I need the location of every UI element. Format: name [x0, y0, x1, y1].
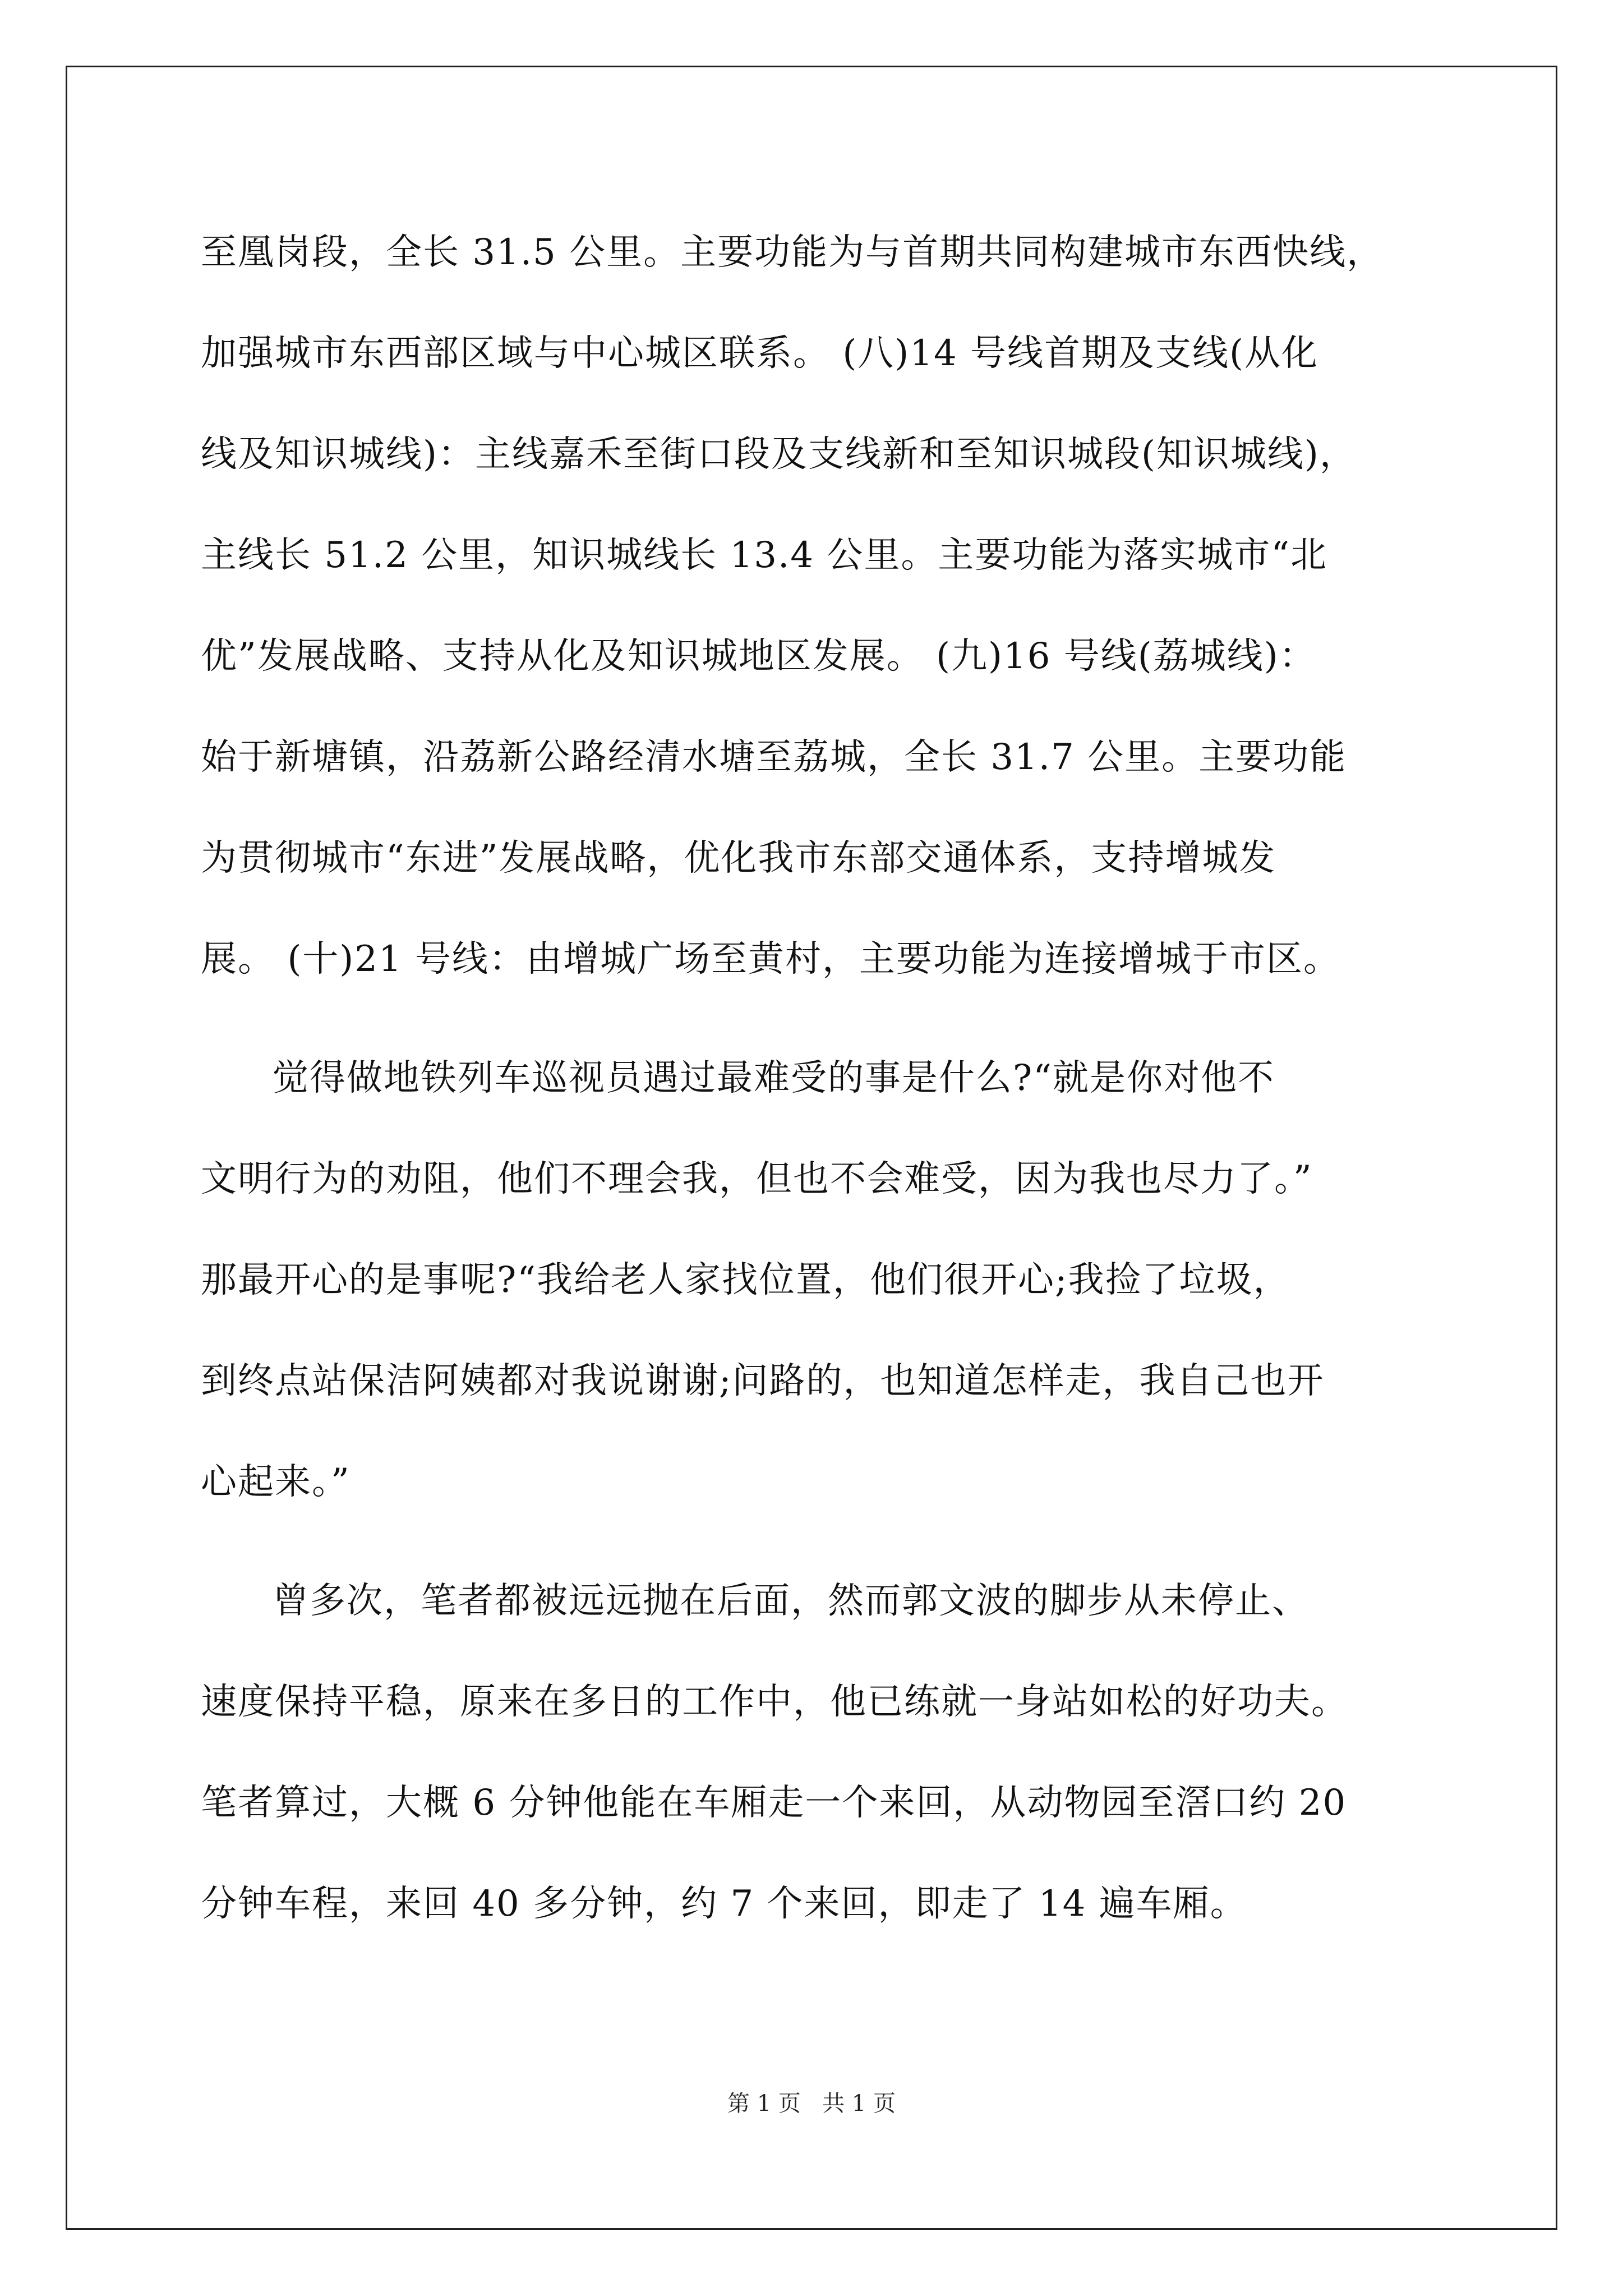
text-line: 始于新塘镇，沿荔新公路经清水塘至荔城，全长 31.7 公里。主要功能 — [201, 737, 1347, 778]
text-line: 心起来。” — [201, 1461, 351, 1503]
text-line: 曾多次，笔者都被远远抛在后面，然而郭文波的脚步从未停止、 — [273, 1580, 1309, 1622]
paragraph-spacer — [201, 1533, 1446, 1550]
text-line: 至凰岗段，全长 31.5 公里。主要功能为与首期共同构建城市东西快线， — [201, 232, 1384, 273]
text-line: 优”发展战略、支持从化及知识城地区发展。 (九)16 号线(荔城线)： — [201, 636, 1316, 677]
text-line: 到终点站保洁阿姨都对我说谢谢;问路的，也知道怎样走，我自己也开 — [201, 1360, 1325, 1402]
text-line: 分钟车程，来回 40 多分钟，约 7 个来回，即走了 14 遍车厢。 — [201, 1883, 1247, 1925]
paragraph-3 — [201, 1550, 1446, 1954]
text-line: 线及知识城线)：主线嘉禾至街口段及支线新和至知识城段(知识城线)， — [201, 434, 1357, 475]
paragraph-spacer — [201, 1010, 1446, 1028]
text-line: 觉得做地铁列车巡视员遇过最难受的事是什么?“就是你对他不 — [273, 1057, 1275, 1099]
text-line: 那最开心的是事呢?“我给老人家找位置，他们很开心;我捡了垃圾， — [201, 1259, 1290, 1301]
paragraph-1 — [201, 202, 1446, 1010]
text-line: 速度保持平稳，原来在多日的工作中，他已练就一身站如松的好功夫。 — [201, 1681, 1348, 1723]
text-line: 为贯彻城市“东进”发展战略，优化我市东部交通体系，支持增城发 — [201, 838, 1276, 879]
text-line: 加强城市东西部区域与中心城区联系。 (八)14 号线首期及支线(从化 — [201, 333, 1319, 374]
document-body — [201, 202, 1446, 1954]
text-line: 文明行为的劝阻，他们不理会我，但也不会难受，因为我也尽力了。” — [201, 1158, 1313, 1200]
text-line: 主线长 51.2 公里，知识城线长 13.4 公里。主要功能为落实城市“北 — [201, 535, 1328, 576]
text-line: 笔者算过，大概 6 分钟他能在车厢走一个来回，从动物园至滘口约 20 — [201, 1782, 1347, 1824]
text-line: 展。 (十)21 号线：由增城广场至黄村，主要功能为连接增城于市区。 — [201, 938, 1341, 980]
paragraph-2 — [201, 1028, 1446, 1533]
page-number-footer: 第 1 页 共 1 页 — [727, 2091, 896, 2116]
